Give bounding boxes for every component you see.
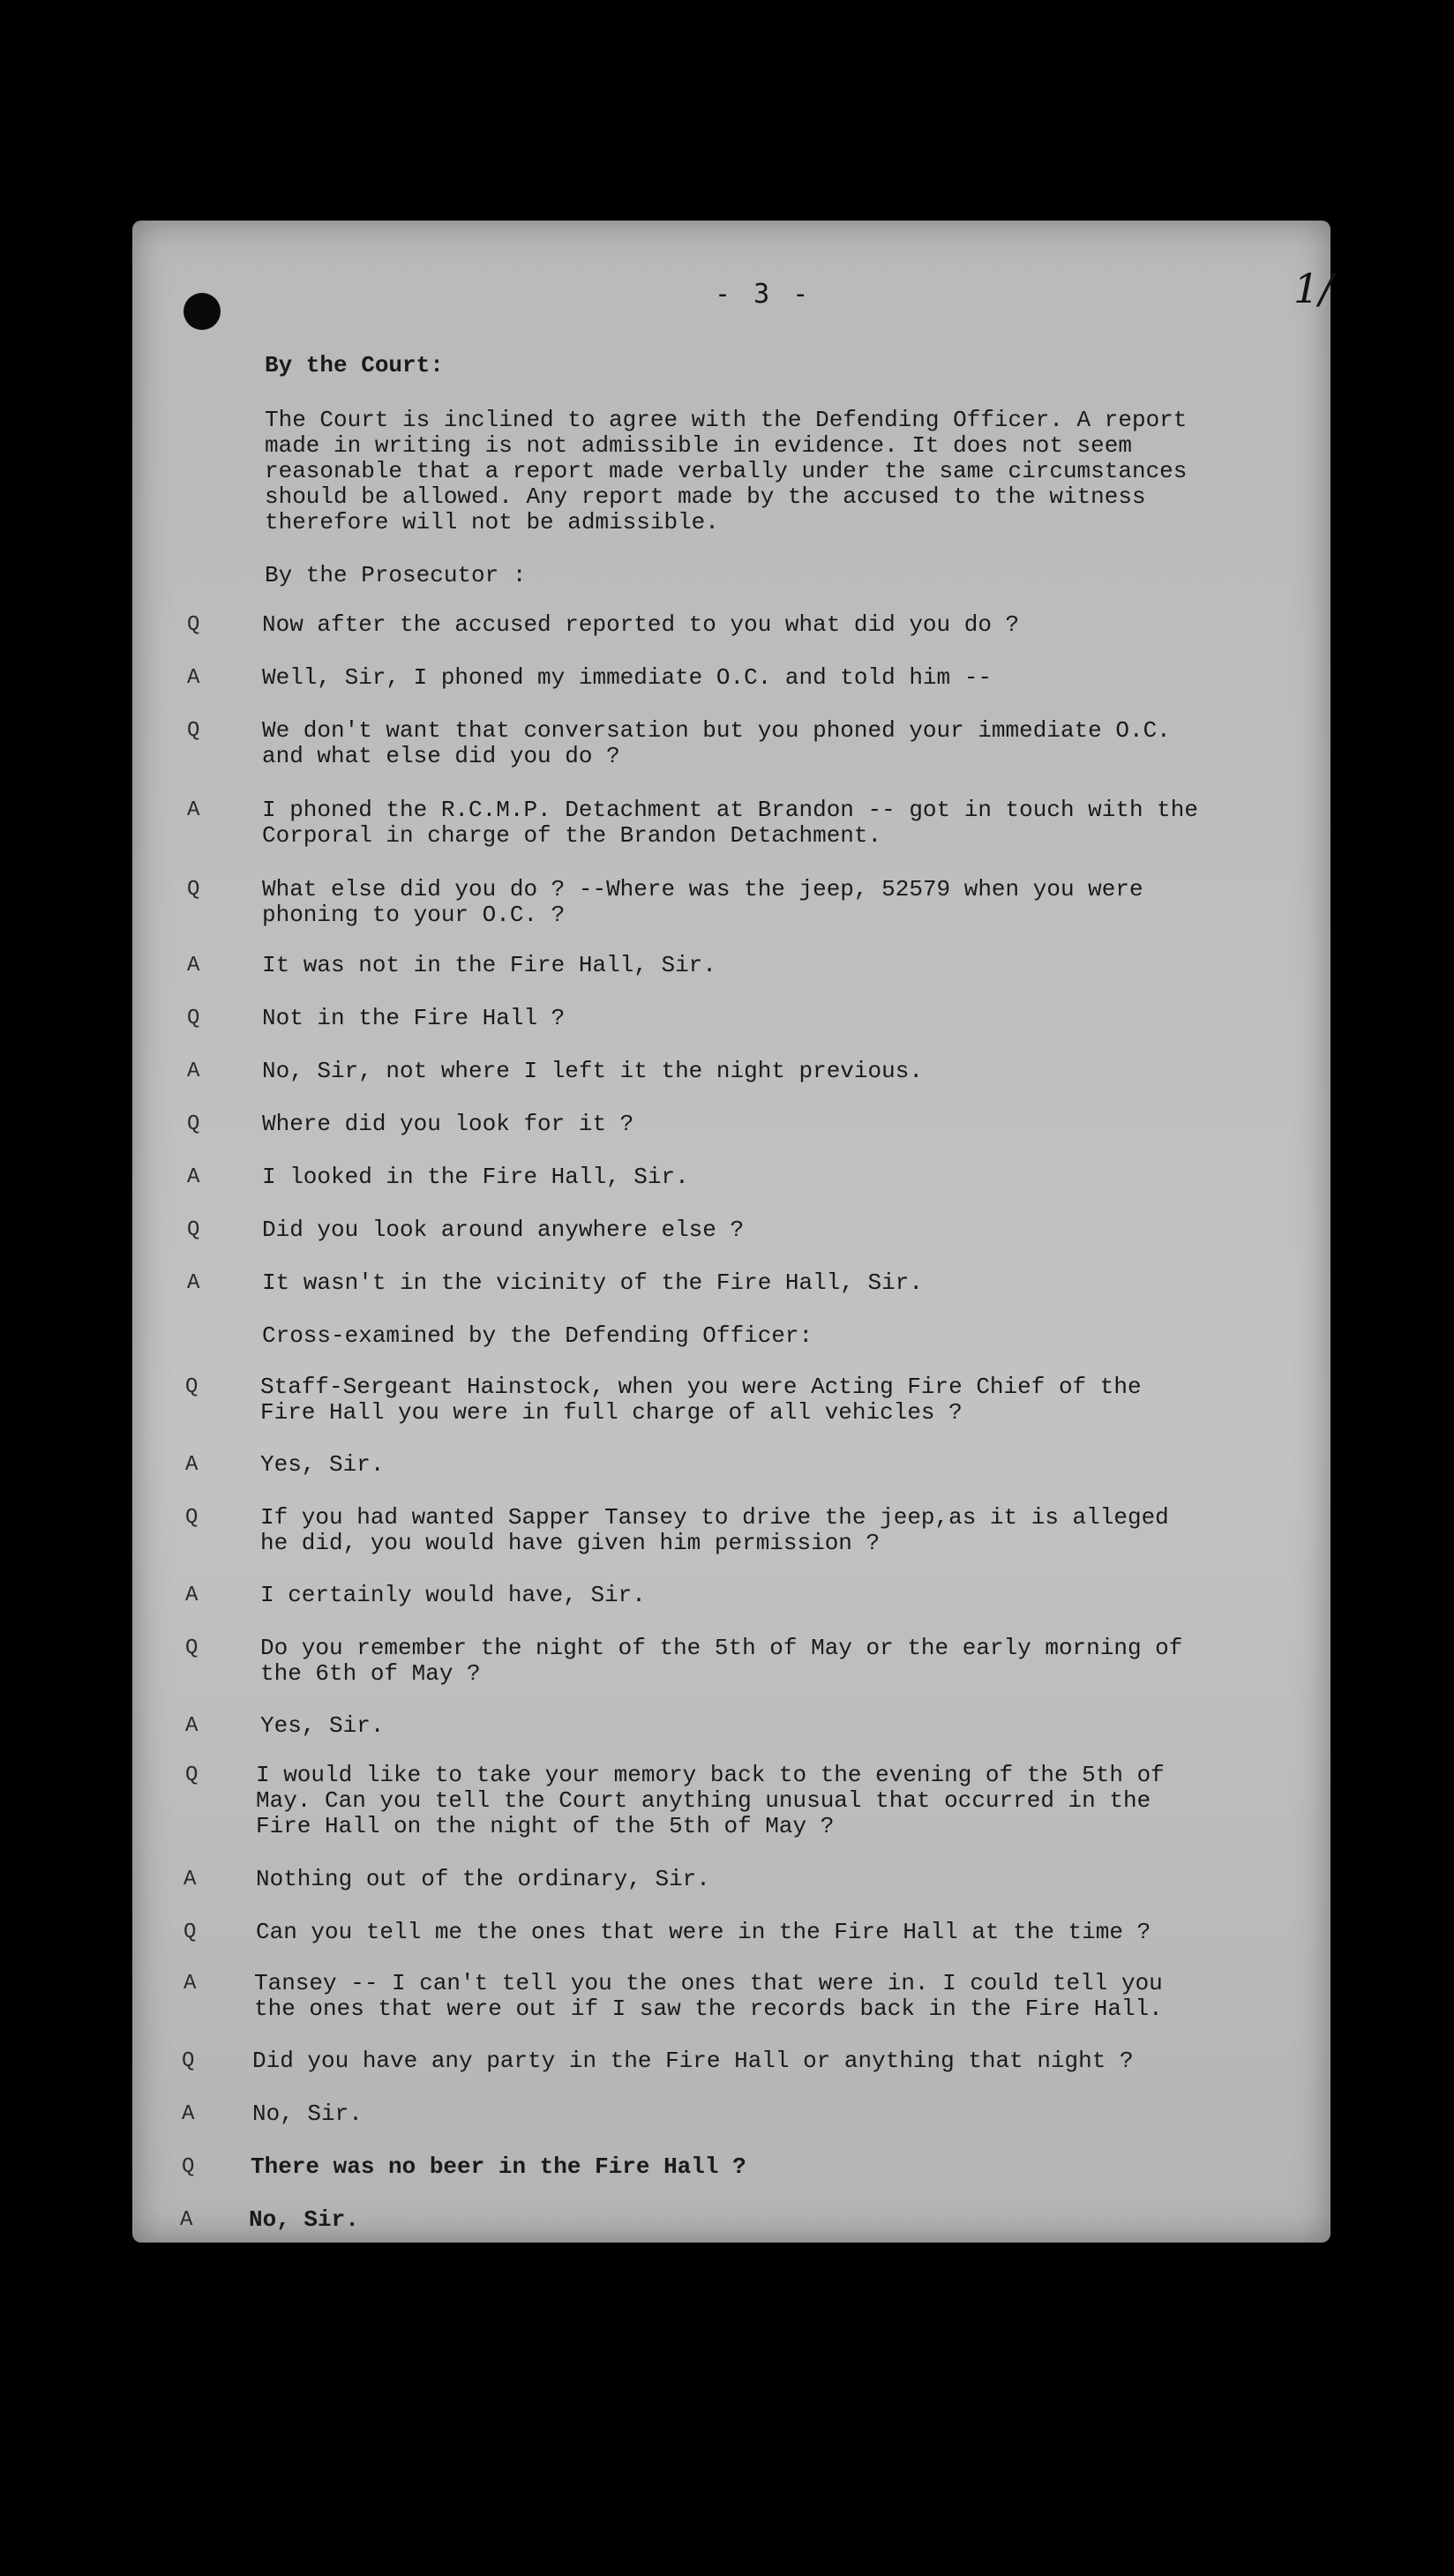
court-ruling-line: The Court is inclined to agree with the Defending Officer. A report <box>265 407 1188 433</box>
qa-line: We don't want that conversation but you phoned your immediate O.C. <box>262 717 1171 744</box>
qa-label: A <box>182 2102 195 2126</box>
qa-line: phoning to your O.C. ? <box>262 902 566 928</box>
qa-label: A <box>185 1584 199 1607</box>
qa-line: Now after the accused reported to you what did you do ? <box>262 611 1020 638</box>
court-heading: By the Court: <box>265 352 444 378</box>
qa-line: No, Sir. <box>252 2100 363 2127</box>
qa-label: Q <box>185 1764 199 1787</box>
qa-line: the 6th of May ? <box>260 1660 481 1687</box>
qa-line: Corporal in charge of the Brandon Detachment. <box>262 822 882 849</box>
qa-line: Nothing out of the ordinary, Sir. <box>256 1866 710 1892</box>
qa-label: A <box>187 1165 200 1189</box>
qa-label: A <box>187 798 200 822</box>
qa-label: Q <box>187 1218 200 1242</box>
qa-label: Q <box>187 613 200 637</box>
punch-hole <box>184 293 221 330</box>
qa-label: A <box>187 1060 200 1083</box>
qa-line: Tansey -- I can't tell you the ones that were in. I could tell you <box>254 1970 1163 1996</box>
qa-label: Q <box>182 2155 195 2179</box>
qa-label: Q <box>187 1007 200 1030</box>
qa-label: A <box>184 1868 197 1891</box>
qa-line: Where did you look for it ? <box>262 1111 634 1137</box>
qa-line: Fire Hall you were in full charge of all vehicles ? <box>260 1399 963 1426</box>
cross-heading: Cross-examined by the Defending Officer: <box>262 1322 813 1349</box>
qa-line: It wasn't in the vicinity of the Fire Hall, Sir. <box>262 1269 923 1296</box>
qa-line: Did you have any party in the Fire Hall or anything that night ? <box>252 2048 1134 2074</box>
qa-label: A <box>184 1972 197 1996</box>
court-ruling-line: should be allowed. Any report made by the accused to the witness <box>265 483 1146 510</box>
qa-line: I phoned the R.C.M.P. Detachment at Brandon -- got in touch with the <box>262 797 1198 823</box>
qa-line: Not in the Fire Hall ? <box>262 1005 566 1031</box>
qa-line: Can you tell me the ones that were in the Fire Hall at the time ? <box>256 1919 1151 1945</box>
qa-line: If you had wanted Sapper Tansey to drive the jeep,as it is alleged <box>260 1504 1169 1531</box>
prosecutor-heading: By the Prosecutor : <box>265 562 527 588</box>
qa-label: Q <box>187 1112 200 1136</box>
qa-line: What else did you do ? --Where was the jeep, 52579 when you were <box>262 876 1143 902</box>
page-number: - 3 - <box>715 279 813 310</box>
qa-label: A <box>187 1271 200 1295</box>
qa-line: and what else did you do ? <box>262 743 620 769</box>
qa-label: A <box>185 1453 199 1477</box>
qa-label: A <box>180 2208 193 2232</box>
qa-line: Yes, Sir. <box>260 1451 385 1478</box>
qa-line: Did you look around anywhere else ? <box>262 1217 745 1243</box>
qa-label: Q <box>185 1636 199 1660</box>
qa-line: May. Can you tell the Court anything unusual that occurred in the <box>256 1787 1151 1814</box>
qa-label: A <box>187 666 200 690</box>
qa-line: Well, Sir, I phoned my immediate O.C. and told him -- <box>262 664 992 691</box>
qa-line: I looked in the Fire Hall, Sir. <box>262 1164 689 1190</box>
qa-line: It was not in the Fire Hall, Sir. <box>262 952 716 978</box>
qa-line: he did, you would have given him permission ? <box>260 1530 881 1556</box>
qa-label: A <box>187 954 200 977</box>
qa-line: the ones that were out if I saw the records back in the Fire Hall. <box>254 1996 1163 2022</box>
qa-line: No, Sir, not where I left it the night previous. <box>262 1058 923 1084</box>
qa-label: Q <box>187 878 200 902</box>
qa-label: Q <box>182 2049 195 2073</box>
qa-line: Staff-Sergeant Hainstock, when you were Acting Fire Chief of the <box>260 1374 1142 1400</box>
qa-line: Fire Hall on the night of the 5th of May ? <box>256 1813 835 1839</box>
qa-line: Yes, Sir. <box>260 1712 385 1739</box>
folio-mark: 1/ <box>1293 265 1333 312</box>
court-ruling-line: therefore will not be admissible. <box>265 509 719 535</box>
qa-label: Q <box>184 1921 197 1944</box>
court-ruling-line: reasonable that a report made verbally under the same circumstances <box>265 458 1188 484</box>
qa-label: Q <box>185 1375 199 1399</box>
qa-label: Q <box>187 719 200 743</box>
qa-label: A <box>185 1714 199 1738</box>
qa-line: There was no beer in the Fire Hall ? <box>251 2153 746 2180</box>
qa-label: Q <box>185 1506 199 1530</box>
qa-line: Do you remember the night of the 5th of May or the early morning of <box>260 1635 1183 1661</box>
qa-line: No, Sir. <box>249 2206 359 2233</box>
qa-line: I certainly would have, Sir. <box>260 1582 646 1608</box>
qa-line: I would like to take your memory back to the evening of the 5th of <box>256 1762 1165 1788</box>
court-ruling-line: made in writing is not admissible in evidence. It does not seem <box>265 432 1132 459</box>
document-page <box>132 221 1333 2243</box>
